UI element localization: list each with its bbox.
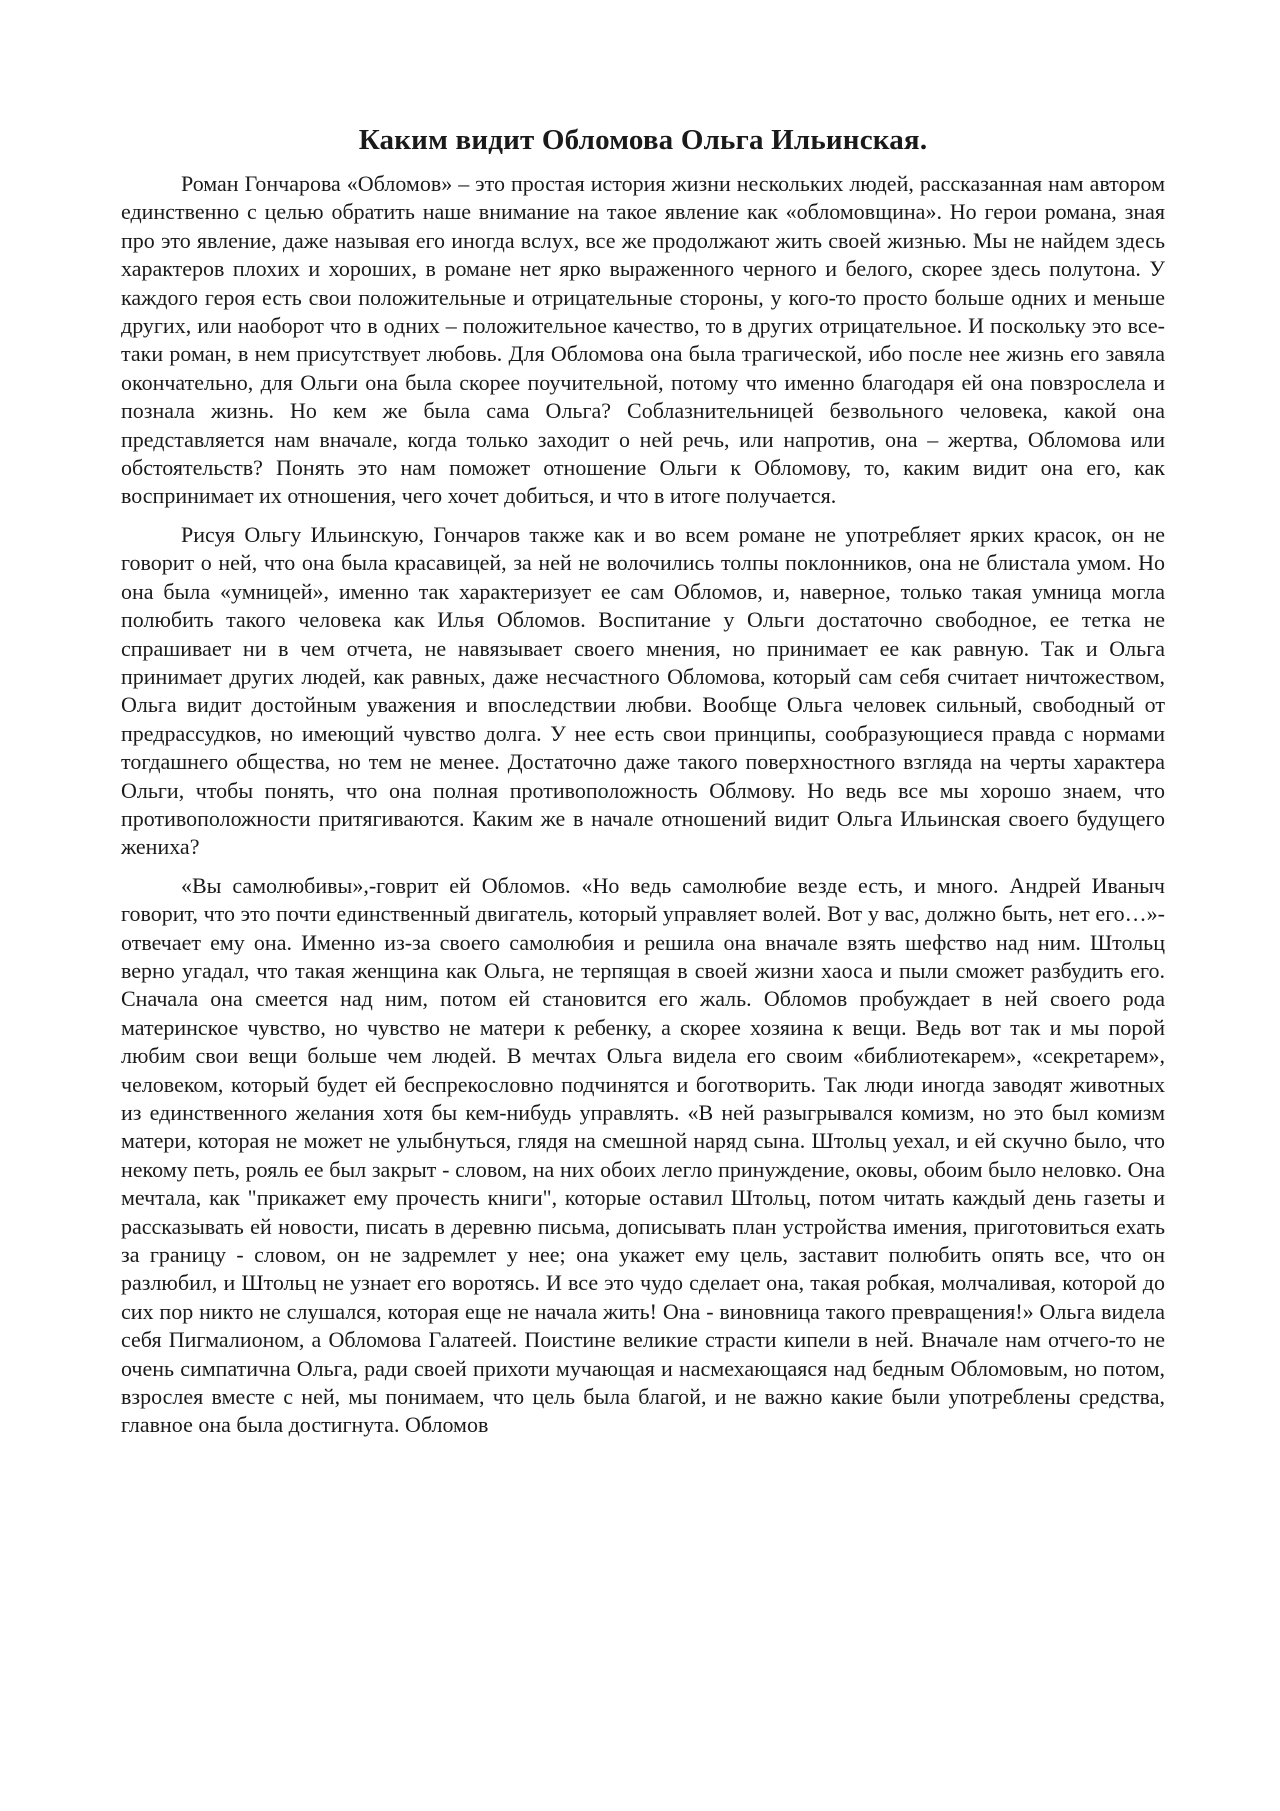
paragraph-1: Роман Гончарова «Обломов» – это простая история жизни нескольких людей, рассказанная нам автором единственно с целью обратить наше внимание на такое явление как «обломовщина». Но герои романа, зная про это явление, даже называя его иногда вслух, все же продолжают жить своей жизнью. Мы не найдем здесь характеров плохих и хороших, в романе нет ярко выраженного черного и белого, скорее здесь полутона. У каждого героя есть свои положительные и отрицательные стороны, у кого-то просто больше одних и меньше других, или наоборот что в одних – положительное качество, то в других отрицательное. И поскольку это все-таки роман, в нем присутствует любовь. Для Обломова она была трагической, ибо после нее жизнь его завяла окончательно, для Ольги она была скорее поучительной, потому что именно благодаря ей она повзрослела и познала жизнь. Но кем же была сама Ольга? Соблазнительницей безвольного человека, какой она представляется нам вначале, когда только заходит о ней речь, или напротив, она – жертва, Обломова или обстоятельств? Понять это нам поможет отношение Ольги к Обломову, то, каким видит она его, как воспринимает их отношения, чего хочет добиться, и что в итоге получается.: [121, 171, 1165, 509]
document-body: [121, 122, 1165, 1450]
paragraph-2: Рисуя Ольгу Ильинскую, Гончаров также как и во всем романе не употребляет ярких красок, он не говорит о ней, что она была красавицей, за ней не волочились толпы поклонников, она не блистала умом. Но она была «умницей», именно так характеризует ее сам Обломов, и, наверное, только такая умница могла полюбить такого человека как Илья Обломов. Воспитание у Ольги достаточно свободное, ее тетка не спрашивает ни в чем отчета, не навязывает своего мнения, но принимает ее как равную. Так и Ольга принимает других людей, как равных, даже несчастного Обломова, который сам себя считает ничтожеством, Ольга видит достойным уважения и впоследствии любви. Вообще Ольга человек сильный, свободный от предрассудков, но имеющий чувство долга. У нее есть свои принципы, сообразующиеся правда с нормами тогдашнего общества, но тем не менее. Достаточно даже такого поверхностного взгляда на черты характера Ольги, чтобы понять, что она полная противоположность Облмову. Но ведь все мы хорошо знаем, что противоположности притягиваются. Каким же в начале отношений видит Ольга Ильинская своего будущего жениха?: [121, 521, 1165, 860]
paragraph-3: «Вы самолюбивы»,-говрит ей Обломов. «Но ведь самолюбие везде есть, и много. Андрей Иваныч говорит, что это почти единственный двигатель, который управляет волей. Вот у вас, должно быть, нет его…»-отвечает ему она. Именно из-за своего самолюбия и решила она вначале взять шефство над ним. Штольц верно угадал, что такая женщина как Ольга, не терпящая в своей жизни хаоса и пыли сможет разбудить его. Сначала она смеется над ним, потом ей становится его жаль. Обломов пробуждает в ней своего рода материнское чувство, но чувство не матери к ребенку, а скорее хозяина к вещи. Ведь вот так и мы порой любим свои вещи больше чем людей. В мечтах Ольга видела его своим «библиотекарем», «секретарем», человеком, который будет ей беспрекословно подчинятся и боготворить. Так люди иногда заводят животных из единственного желания хотя бы кем-нибудь управлять. «В ней разыгрывался комизм, но это был комизм матери, которая не может не улыбнуться, глядя на смешной наряд сына. Штольц уехал, и ей скучно было, что некому петь, рояль ее был закрыт - словом, на них обоих легло принуждение, оковы, обоим было неловко. Она мечтала, как "прикажет ему прочесть книги", которые оставил Штольц, потом читать каждый день газеты и рассказывать ей новости, писать в деревню письма, дописывать план устройства имения, приготовиться ехать за границу - словом, он не задремлет у нее; она укажет ему цель, заставит полюбить опять все, что он разлюбил, и Штольц не узнает его воротясь. И все это чудо сделает она, такая робкая, молчаливая, которой до сих пор никто не слушался, которая еще не начала жить! Она - виновница такого превращения!» Ольга видела себя Пигмалионом, а Обломова Галатеей. Поистине великие страсти кипели в ней. Вначале нам отчего-то не очень симпатична Ольга, ради своей прихоти мучающая и насмехающаяся над бедным Обломовым, но потом, взрослея вместе с ней, мы понимаем, что цель была благой, и не важно какие были употреблены средства, главное она была достигнута. Обломов: [121, 872, 1165, 1438]
document-title: Каким видит Обломова Ольга Ильинская.: [358, 124, 928, 156]
